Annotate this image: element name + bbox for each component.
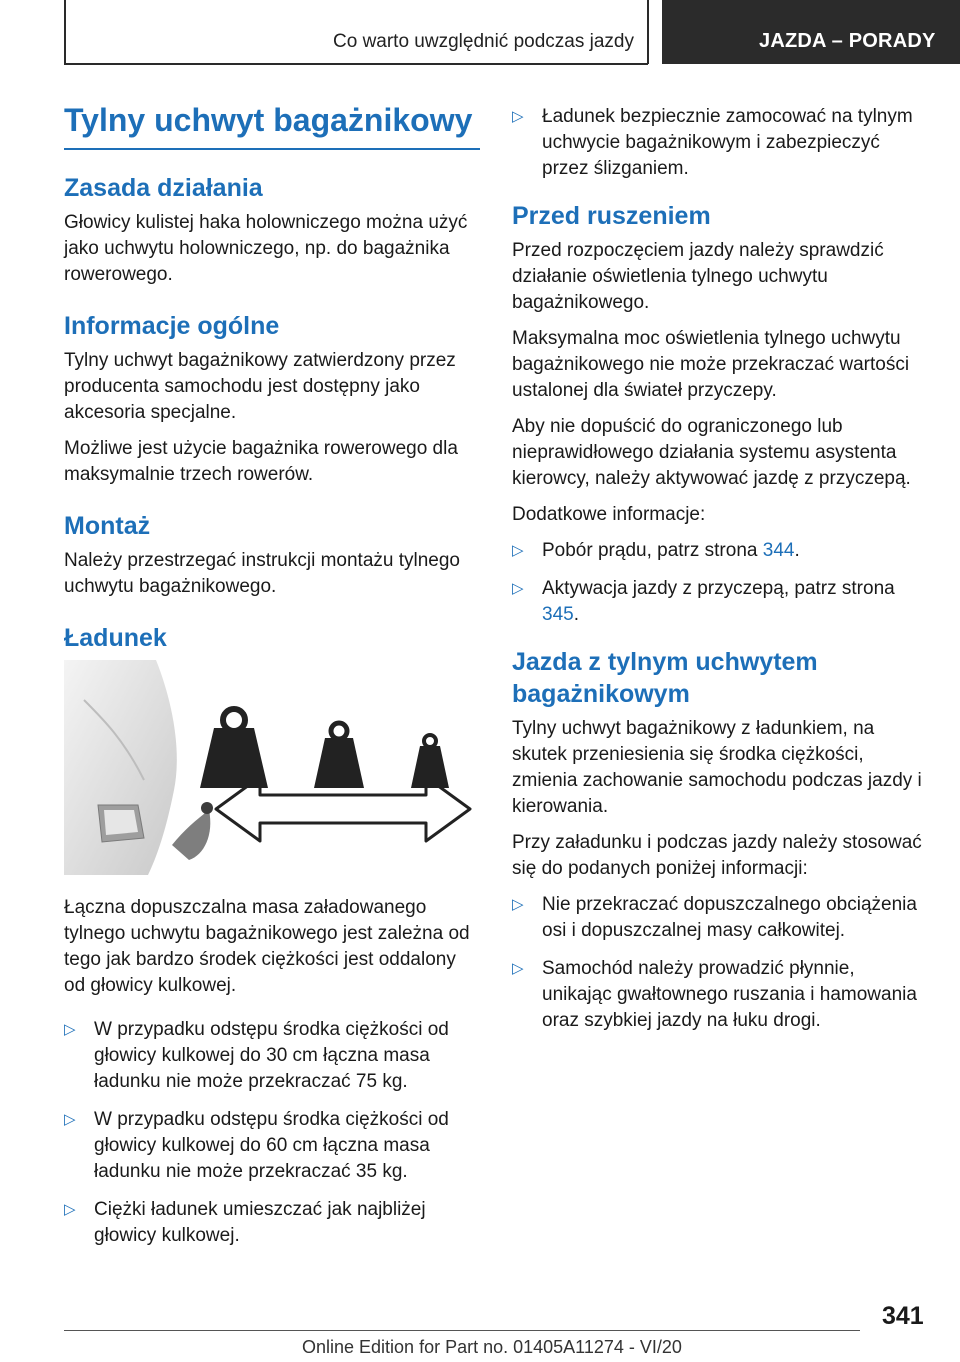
chapter-tab-label: JAZDA – PORADY <box>759 30 936 52</box>
right-column <box>512 104 928 1046</box>
ball-head-icon <box>201 802 213 814</box>
list-item: ▷ W przypadku odstępu środka ciężkości od głowicy kulkowej do 30 cm łączna masa ładunku nie może przekraczać 75 kg. <box>64 1019 449 1092</box>
page-link-344[interactable]: 344 <box>762 540 795 561</box>
heading-ladunek: Ładunek <box>64 624 167 652</box>
list-item: ▷ Ładunek bezpiecznie zamocować na tylnym uchwycie bagażnikowym i zabezpieczyć przez ślizganiem. <box>512 106 913 179</box>
list-item: ▷ Nie przekraczać dopuszczalnego obciążenia osi i dopuszczalnej masy całkowitej. <box>512 894 917 941</box>
triangle-right-icon: ▷ <box>64 1021 76 1038</box>
load-bullet-list <box>64 1017 480 1249</box>
heading-jazda-z-tylnym-uchwytem: Jazda z tylnym uchwytem bagażnikowym <box>512 648 818 708</box>
paragraph: Maksymalna moc oświetlenia tylnego uchwytu bagażnikowego nie może przekraczać wartości ustalonej dla świateł przyczepy. <box>512 328 910 401</box>
chapter-tab <box>662 0 960 64</box>
triangle-right-icon: ▷ <box>512 580 524 597</box>
heading-zasada-dzialania: Zasada działania <box>64 174 263 202</box>
list-item: ▷ Pobór prądu, patrz strona 344. <box>512 538 928 564</box>
paragraph: Łączna dopuszczalna masa załadowanego tylnego uchwytu bagażnikowego jest zależna od tego jak bardzo środek ciężkości jest oddalony od głowicy kulkowej. <box>64 897 470 996</box>
heading-przed-ruszeniem: Przed ruszeniem <box>512 202 711 230</box>
paragraph: Przed rozpoczęciem jazdy należy sprawdzić działanie oświetlenia tylnego uchwytu bagażnikowego. <box>512 240 884 313</box>
paragraph: Należy przestrzegać instrukcji montażu tylnego uchwytu bagażnikowego. <box>64 550 461 597</box>
paragraph: Dodatkowe informacje: <box>512 504 706 525</box>
info-bullet-list <box>512 538 928 628</box>
heading-montaz: Montaż <box>64 512 151 540</box>
header-rule-left <box>64 0 66 64</box>
header-rule-bottom <box>64 63 648 65</box>
paragraph: Aby nie dopuścić do ograniczonego lub nieprawidłowego działania systemu asystenta kierowcy, należy aktywować jazdę z przyczepą. <box>512 416 911 489</box>
paragraph: Przy załadunku i podczas jazdy należy stosować się do podanych poniżej informacji: <box>512 832 922 879</box>
rear-carrier-load-illustration <box>64 660 480 875</box>
bumper-shape <box>64 660 177 875</box>
page-title: Tylny uchwyt bagażnikowy <box>64 100 480 150</box>
page-number: 341 <box>882 1302 924 1330</box>
footer-edition: Online Edition for Part no. 01405A11274 - VI/20 <box>302 1337 682 1357</box>
top-bullet-list <box>512 104 928 182</box>
header-section-title: Co warto uwzględnić podczas jazdy <box>333 31 634 52</box>
header-rule-right <box>647 0 649 64</box>
triangle-right-icon: ▷ <box>512 896 524 913</box>
list-item: ▷ Samochód należy prowadzić płynnie, unikając gwałtownego ruszania i hamowania oraz szybkiej jazdy na łuku drogi. <box>512 958 917 1031</box>
paragraph: Głowicy kulistej haka holowniczego można użyć jako uchwytu holowniczego, np. do bagażnika rowerowego. <box>64 212 468 285</box>
paragraph: Możliwe jest użycie bagażnika rowerowego dla maksymalnie trzech rowerów. <box>64 438 458 485</box>
page-link-345[interactable]: 345 <box>542 604 574 625</box>
driving-bullet-list <box>512 892 928 1034</box>
triangle-right-icon: ▷ <box>512 108 524 125</box>
footer-rule <box>64 1330 860 1331</box>
triangle-right-icon: ▷ <box>64 1111 76 1128</box>
triangle-right-icon: ▷ <box>512 542 524 559</box>
triangle-right-icon: ▷ <box>512 960 524 977</box>
triangle-right-icon: ▷ <box>64 1201 76 1218</box>
list-item: ▷ Aktywacja jazdy z przyczepą, patrz strona 345. <box>512 578 895 625</box>
list-item: ▷ W przypadku odstępu środka ciężkości od głowicy kulkowej do 60 cm łączna masa ładunku nie może przekraczać 35 kg. <box>64 1109 449 1182</box>
paragraph: Tylny uchwyt bagażnikowy z ładunkiem, na skutek przeniesienia się środka ciężkości, zmienia zachowanie samochodu podczas jazdy i kierowania. <box>512 718 922 817</box>
list-item: ▷ Ciężki ładunek umieszczać jak najbliżej głowicy kulkowej. <box>64 1199 426 1246</box>
paragraph: Tylny uchwyt bagażnikowy zatwierdzony przez producenta samochodu jest dostępny jako akcesoria specjalne. <box>64 350 456 423</box>
heading-informacje-ogolne: Informacje ogólne <box>64 312 280 340</box>
left-column <box>64 100 480 1261</box>
